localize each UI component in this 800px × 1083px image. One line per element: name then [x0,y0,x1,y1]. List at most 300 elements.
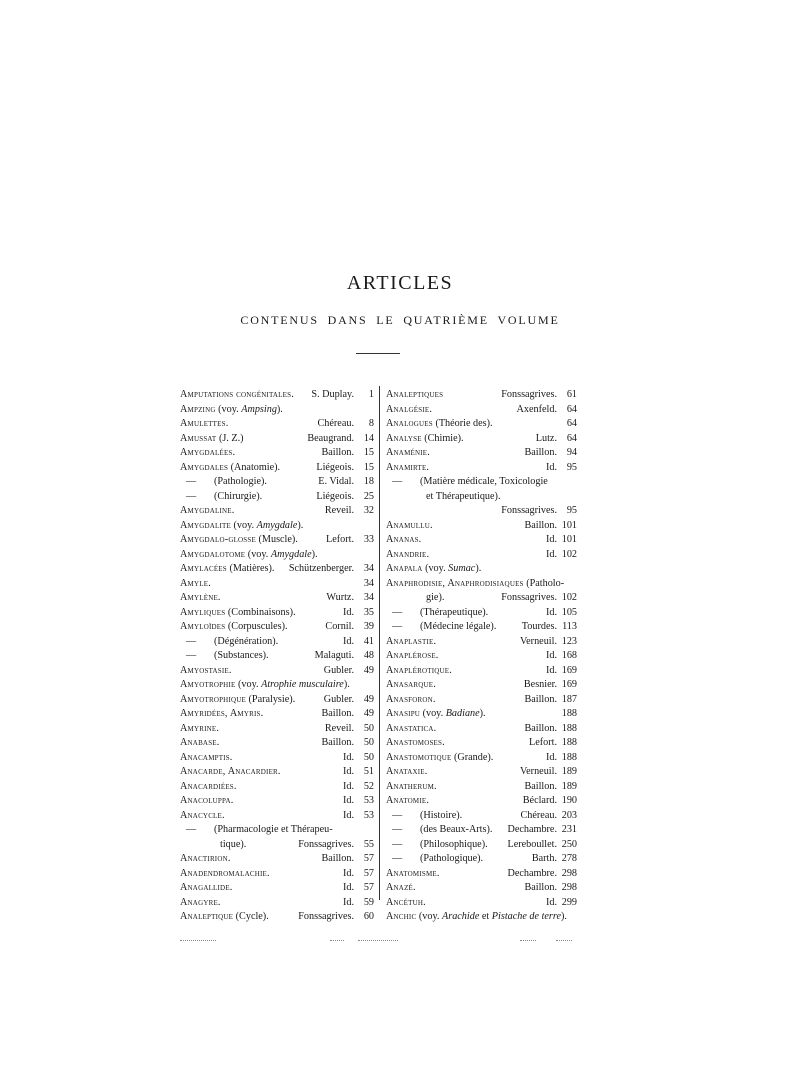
left-column [180,388,374,925]
entry-page-number: 298 [561,882,577,893]
entry-page-number: 34 [363,592,374,603]
entry-page-number: 50 [363,722,374,734]
entry-author: Reveil. [324,722,354,734]
index-entry [386,475,577,490]
index-entry [386,678,577,693]
entry-page-number: 52 [363,780,374,792]
entry-author: Reveil. [324,505,354,516]
index-entry [180,620,374,635]
entry-headword: Anacarde, Anacardier. [180,766,281,777]
entry-page-number: 64 [566,418,577,429]
entry-headword: Anatomie. [386,795,430,806]
right-column [386,388,577,925]
entry-author: Beaugrand. [307,432,354,444]
page-subtitle: CONTENUS DANS LE QUATRIÈME VOLUME [240,313,560,327]
entry-page-number: 53 [363,809,374,821]
index-entry [386,649,577,664]
entry-page-number: 101 [561,519,577,531]
entry-page-number: 187 [561,693,577,705]
entry-headword: Amygdaline. [180,505,235,516]
entry-headword: Anastomoses. [386,737,445,748]
index-entry [386,562,577,577]
entry-headword: Anacoluppa. [180,795,234,806]
entry-author: Fonssagrives. [298,838,354,850]
index-entry [180,649,374,664]
index-entry [386,490,577,505]
index-entry [386,823,577,838]
entry-headword: Anamirte. [386,461,430,473]
entry-page-number: 61 [566,389,577,400]
entry-headword: Amygdalées. [180,447,236,458]
entry-page-number: 57 [363,867,374,879]
index-entry [180,910,374,925]
entry-qualifier: (Matière médicale, Toxicologie [420,476,548,487]
entry-qualifier: (Théorie des). [432,418,493,429]
entry-headword: Anatomisme. [386,867,440,879]
entry-author: Id. [342,795,354,806]
entry-headword: Amyostasie. [180,664,232,676]
entry-headword: Amyle. [180,577,211,589]
entry-headword: Anastatica. [386,722,437,734]
index-entry [386,896,577,911]
index-entry [180,838,374,853]
entry-page-number: 34 [363,563,374,574]
index-entry [180,533,374,548]
index-entry [180,809,374,824]
entry-page-number: 189 [561,780,577,792]
entry-crossref: Amygdale [256,519,298,531]
index-entry [180,591,374,606]
entry-headword: Anatherum. [386,780,437,792]
entry-qualifier: (Dégénération). [214,635,279,647]
entry-headword: Anaplastie. [386,635,437,647]
entry-author: Id. [342,896,354,908]
index-entry [180,519,374,534]
entry-qualifier: (Combinaisons). [225,606,296,618]
index-entry [386,910,577,925]
entry-continuation: tique). [220,838,247,850]
entry-author: Baillon. [524,693,557,705]
entry-headword: Analeptique [180,911,234,922]
index-entry [386,751,577,766]
entry-author: Id. [545,548,557,560]
entry-qualifier: (Paralysie). [245,693,296,705]
entry-page-number: 15 [363,447,374,458]
entry-page-number: 15 [363,461,374,473]
entry-headword: Analgésie. [386,403,433,415]
entry-qualifier: (voy. [235,679,262,690]
entry-qualifier: (Chimie). [421,432,464,444]
entry-page-number: 188 [561,708,577,719]
entry-page-number: 188 [561,737,577,748]
entry-author: Id. [342,635,354,647]
index-entry [386,591,577,606]
index-entry [386,461,577,476]
entry-author: Id. [342,766,354,777]
index-entry [180,475,374,490]
entry-author: Schützenberger. [288,563,354,574]
index-entry [180,736,374,751]
entry-punct: ). [311,548,318,560]
index-entry [180,635,374,650]
entry-headword: Amylène. [180,592,221,603]
entry-headword: Anacardiées. [180,780,237,792]
entry-headword: Amygdalo-glosse [180,534,256,545]
index-entry [180,896,374,911]
entry-headword: Amyrine. [180,722,220,734]
entry-author: Baillon. [321,447,354,458]
entry-continuation: gie). [426,592,445,603]
ditto-dash: — [392,621,403,632]
index-entry [180,751,374,766]
entry-punct: ). [276,403,283,415]
entry-punct: ). [343,679,350,690]
entry-headword: Anadendromalachie. [180,867,270,879]
entry-page-number: 95 [566,461,577,473]
entry-headword: Anasarque. [386,679,437,690]
index-entry [386,809,577,824]
entry-page-number: 190 [561,795,577,806]
entry-author: Id. [342,867,354,879]
entry-page-number: 64 [566,432,577,444]
entry-headword: Anactirion. [180,853,231,864]
entry-author: Baillon. [321,737,354,748]
entry-page-number: 203 [561,809,577,821]
ditto-dash: — [392,824,403,835]
entry-page-number: 49 [363,708,374,719]
entry-page-number: 168 [561,650,577,661]
entry-page-number: 189 [561,766,577,777]
ditto-dash: — [186,476,197,487]
entry-headword: Anagyre. [180,896,221,908]
entry-page-number: 299 [561,896,577,908]
index-entry [180,852,374,867]
entry-author: Axenfeld. [516,403,557,415]
ditto-dash: — [392,606,403,618]
entry-author: Gubler. [323,664,354,676]
entry-author: Tourdes. [521,621,557,632]
entry-author: Chéreau. [317,418,354,429]
entry-qualifier: (Chirurgie). [214,490,263,502]
index-entry [180,707,374,722]
entry-qualifier: (Thérapeutique). [420,606,489,618]
entry-author: Lutz. [535,432,557,444]
entry-headword: Anaplérose. [386,650,439,661]
entry-headword: Amyotrophique [180,693,246,705]
entry-author: Baillon. [524,722,557,734]
index-entry [180,432,374,447]
entry-author: Fonssagrives. [298,911,354,922]
ditto-dash: — [392,838,403,850]
entry-headword: Analyse [386,432,422,444]
entry-headword: Anapala [386,563,423,574]
entry-qualifier: (Cycle). [233,911,269,922]
index-entry [386,519,577,534]
entry-author: Id. [545,534,557,545]
entry-headword: Amygdalite [180,519,231,531]
index-entry [386,388,577,403]
entry-author: Baillon. [524,447,557,458]
index-entry [180,577,374,592]
index-entry [386,548,577,563]
entry-headword: Anasforon. [386,693,436,705]
index-entry [180,490,374,505]
index-entry [180,780,374,795]
index-entry [386,838,577,853]
entry-author: Fonssagrives. [501,505,557,516]
entry-qualifier: (Pathologie). [214,476,267,487]
entry-punct: ). [475,563,482,574]
entry-punct: ). [297,519,304,531]
ditto-dash: — [392,853,403,864]
entry-page-number: 95 [566,505,577,516]
entry-author: Dechambre. [507,867,557,879]
entry-qualifier: (voy. [215,403,242,415]
index-entry [386,664,577,679]
entry-qualifier: (Histoire). [420,809,463,821]
entry-author: Baillon. [321,708,354,719]
entry-page-number: 14 [363,432,374,444]
ditto-dash: — [392,476,403,487]
index-entry [386,693,577,708]
entry-author: Lefort. [325,534,354,545]
entry-page-number: 1 [368,389,374,400]
entry-author: Liégeois. [316,461,354,473]
entry-page-number: 8 [368,418,374,429]
entry-author: Fonssagrives. [501,592,557,603]
entry-qualifier: (Pathologique). [420,853,484,864]
entry-crossref: Atrophie musculaire [261,679,344,690]
entry-page-number: 41 [363,635,374,647]
entry-page-number: 49 [363,664,374,676]
entry-headword: Anaménie. [386,447,430,458]
index-entry [180,765,374,780]
entry-author: Malaguti. [314,650,354,661]
index-entry [180,722,374,737]
entry-headword: Ampzing [180,403,216,415]
entry-page-number: 169 [561,679,577,690]
index-entry [386,635,577,650]
entry-headword: Analogues [386,418,433,429]
entry-headword: Amyliques [180,606,226,618]
index-entry [386,736,577,751]
entry-page-number: 50 [363,737,374,748]
entry-headword: Analeptiques [386,389,444,400]
entry-page-number: 231 [561,824,577,835]
entry-page-number: 50 [363,751,374,763]
entry-author: Baillon. [524,780,557,792]
entry-page-number: 123 [561,635,577,647]
index-entry [386,722,577,737]
entry-author: Id. [545,896,557,908]
entry-author: Verneuil. [519,635,557,647]
entry-author: Dechambre. [507,824,557,835]
entry-author: Baillon. [524,882,557,893]
index-entry [180,562,374,577]
entry-qualifier: (Pharmacologie et Thérapeu- [214,824,333,835]
entry-page-number: 48 [363,650,374,661]
entry-qualifier: (J. Z.) [216,432,244,444]
entry-author: Id. [342,751,354,763]
index-entry [386,533,577,548]
entry-author: Fonssagrives. [501,389,557,400]
index-entry [386,852,577,867]
entry-punct: ). [561,911,567,922]
entry-headword: Anacamptis. [180,751,233,763]
entry-page-number: 33 [363,534,374,545]
entry-headword: Amygdalotome [180,548,246,560]
index-entry [386,577,577,592]
index-entry [180,548,374,563]
entry-page-number: 64 [566,403,577,415]
entry-headword: Anandrie. [386,548,430,560]
entry-page-number: 57 [363,853,374,864]
index-entry [386,780,577,795]
entry-author: Baillon. [321,853,354,864]
entry-qualifier: (Muscle). [255,534,298,545]
entry-author: Béclard. [522,795,557,806]
entry-author: Id. [545,664,557,676]
index-entry [386,765,577,780]
index-entry [180,606,374,621]
index-entry [386,504,577,519]
column-divider [379,386,380,900]
entry-crossref: Pistache de terre [491,911,562,922]
entry-page-number: 49 [363,693,374,705]
index-entry [386,403,577,418]
entry-page-number: 55 [363,838,374,850]
entry-author: Chéreau. [520,809,557,821]
entry-crossref: Sumac [448,563,476,574]
entry-qualifier: (voy. [422,563,449,574]
entry-headword: Amyridées, Amyris. [180,708,264,719]
entry-qualifier: (Philosophique). [420,838,488,850]
entry-author: Id. [342,882,354,893]
index-entry [386,606,577,621]
entry-page-number: 298 [561,867,577,879]
entry-headword: Anacycle. [180,809,225,821]
entry-qualifier: (Médecine légale). [420,621,497,632]
entry-page-number: 34 [363,577,374,589]
entry-author: Verneuil. [519,766,557,777]
entry-author: Liégeois. [316,490,354,502]
entry-qualifier: (Grande). [451,751,494,763]
index-entry [386,417,577,432]
entry-punct: ). [479,708,486,719]
entry-qualifier: (voy. [230,519,257,531]
entry-author: Lefort. [528,737,557,748]
entry-page-number: 102 [561,592,577,603]
entry-author: Barth. [531,853,557,864]
index-entry [386,446,577,461]
index-entry [180,504,374,519]
index-entry [386,867,577,882]
entry-page-number: 250 [561,838,577,850]
index-entry [180,664,374,679]
index-entry [386,707,577,722]
entry-qualifier: (Anatomie). [228,461,281,473]
entry-headword: Anazé. [386,882,416,893]
index-entry [180,823,374,838]
entry-author: Id. [342,780,354,792]
entry-continuation: et Thérapeutique). [426,490,501,502]
index-entry [180,794,374,809]
entry-page-number: 60 [363,911,374,922]
bottom-specks [0,940,800,950]
index-entry [180,417,374,432]
index-entry [386,881,577,896]
entry-headword: Anamullu. [386,519,433,531]
entry-author: Id. [545,461,557,473]
entry-crossref: Badiane [445,708,480,719]
entry-page-number: 39 [363,621,374,632]
ditto-dash: — [186,635,197,647]
entry-author: E. Vidal. [318,476,354,487]
entry-page-number: 51 [363,766,374,777]
entry-qualifier: (voy. [416,911,442,922]
entry-headword: Anaplérotique. [386,664,452,676]
entry-page-number: 188 [561,751,577,763]
entry-author: Id. [545,606,557,618]
entry-page-number: 59 [363,896,374,908]
entry-headword: Amputations congénitales. [180,389,294,400]
title-divider [356,353,400,354]
entry-headword: Ananas. [386,534,422,545]
entry-page-number: 25 [363,490,374,502]
index-entry [180,461,374,476]
entry-headword: Anasipu [386,708,421,719]
entry-page-number: 188 [561,722,577,734]
entry-headword: Amygdales [180,461,229,473]
entry-author: Id. [342,809,354,821]
entry-page-number: 105 [561,606,577,618]
entry-crossref: Arachide [442,911,480,922]
entry-page-number: 32 [363,505,374,516]
entry-punct: et [479,911,492,922]
entry-headword: Anastomotique [386,751,452,763]
entry-author: S. Duplay. [311,389,354,400]
entry-page-number: 102 [561,548,577,560]
entry-qualifier: (Corpuscules). [225,621,288,632]
entry-page-number: 169 [561,664,577,676]
index-entry [180,388,374,403]
entry-author: Gubler. [323,693,354,705]
entry-page-number: 35 [363,606,374,618]
entry-page-number: 101 [561,534,577,545]
entry-qualifier: (voy. [420,708,446,719]
entry-page-number: 278 [561,853,577,864]
entry-crossref: Amygdale [270,548,312,560]
entry-crossref: Ampsing [241,403,277,415]
entry-qualifier: (Matières). [226,563,275,574]
entry-headword: Anchic [386,911,417,922]
entry-headword: Amyloïdes [180,621,226,632]
entry-author: Wurtz. [326,592,354,603]
index-entry [386,432,577,447]
entry-headword: Anabase. [180,737,220,748]
entry-author: Lereboullet. [507,838,557,850]
entry-headword: Anagallide. [180,882,233,893]
index-entry [180,403,374,418]
index-entry [180,678,374,693]
entry-headword: Anaphrodisie, Anaphrodisiaques [386,577,524,589]
entry-headword: Amylacées [180,563,227,574]
entry-page-number: 94 [566,447,577,458]
entry-page-number: 53 [363,795,374,806]
entry-author: Baillon. [524,519,557,531]
entry-page-number: 57 [363,882,374,893]
entry-qualifier: (des Beaux-Arts). [420,824,493,835]
